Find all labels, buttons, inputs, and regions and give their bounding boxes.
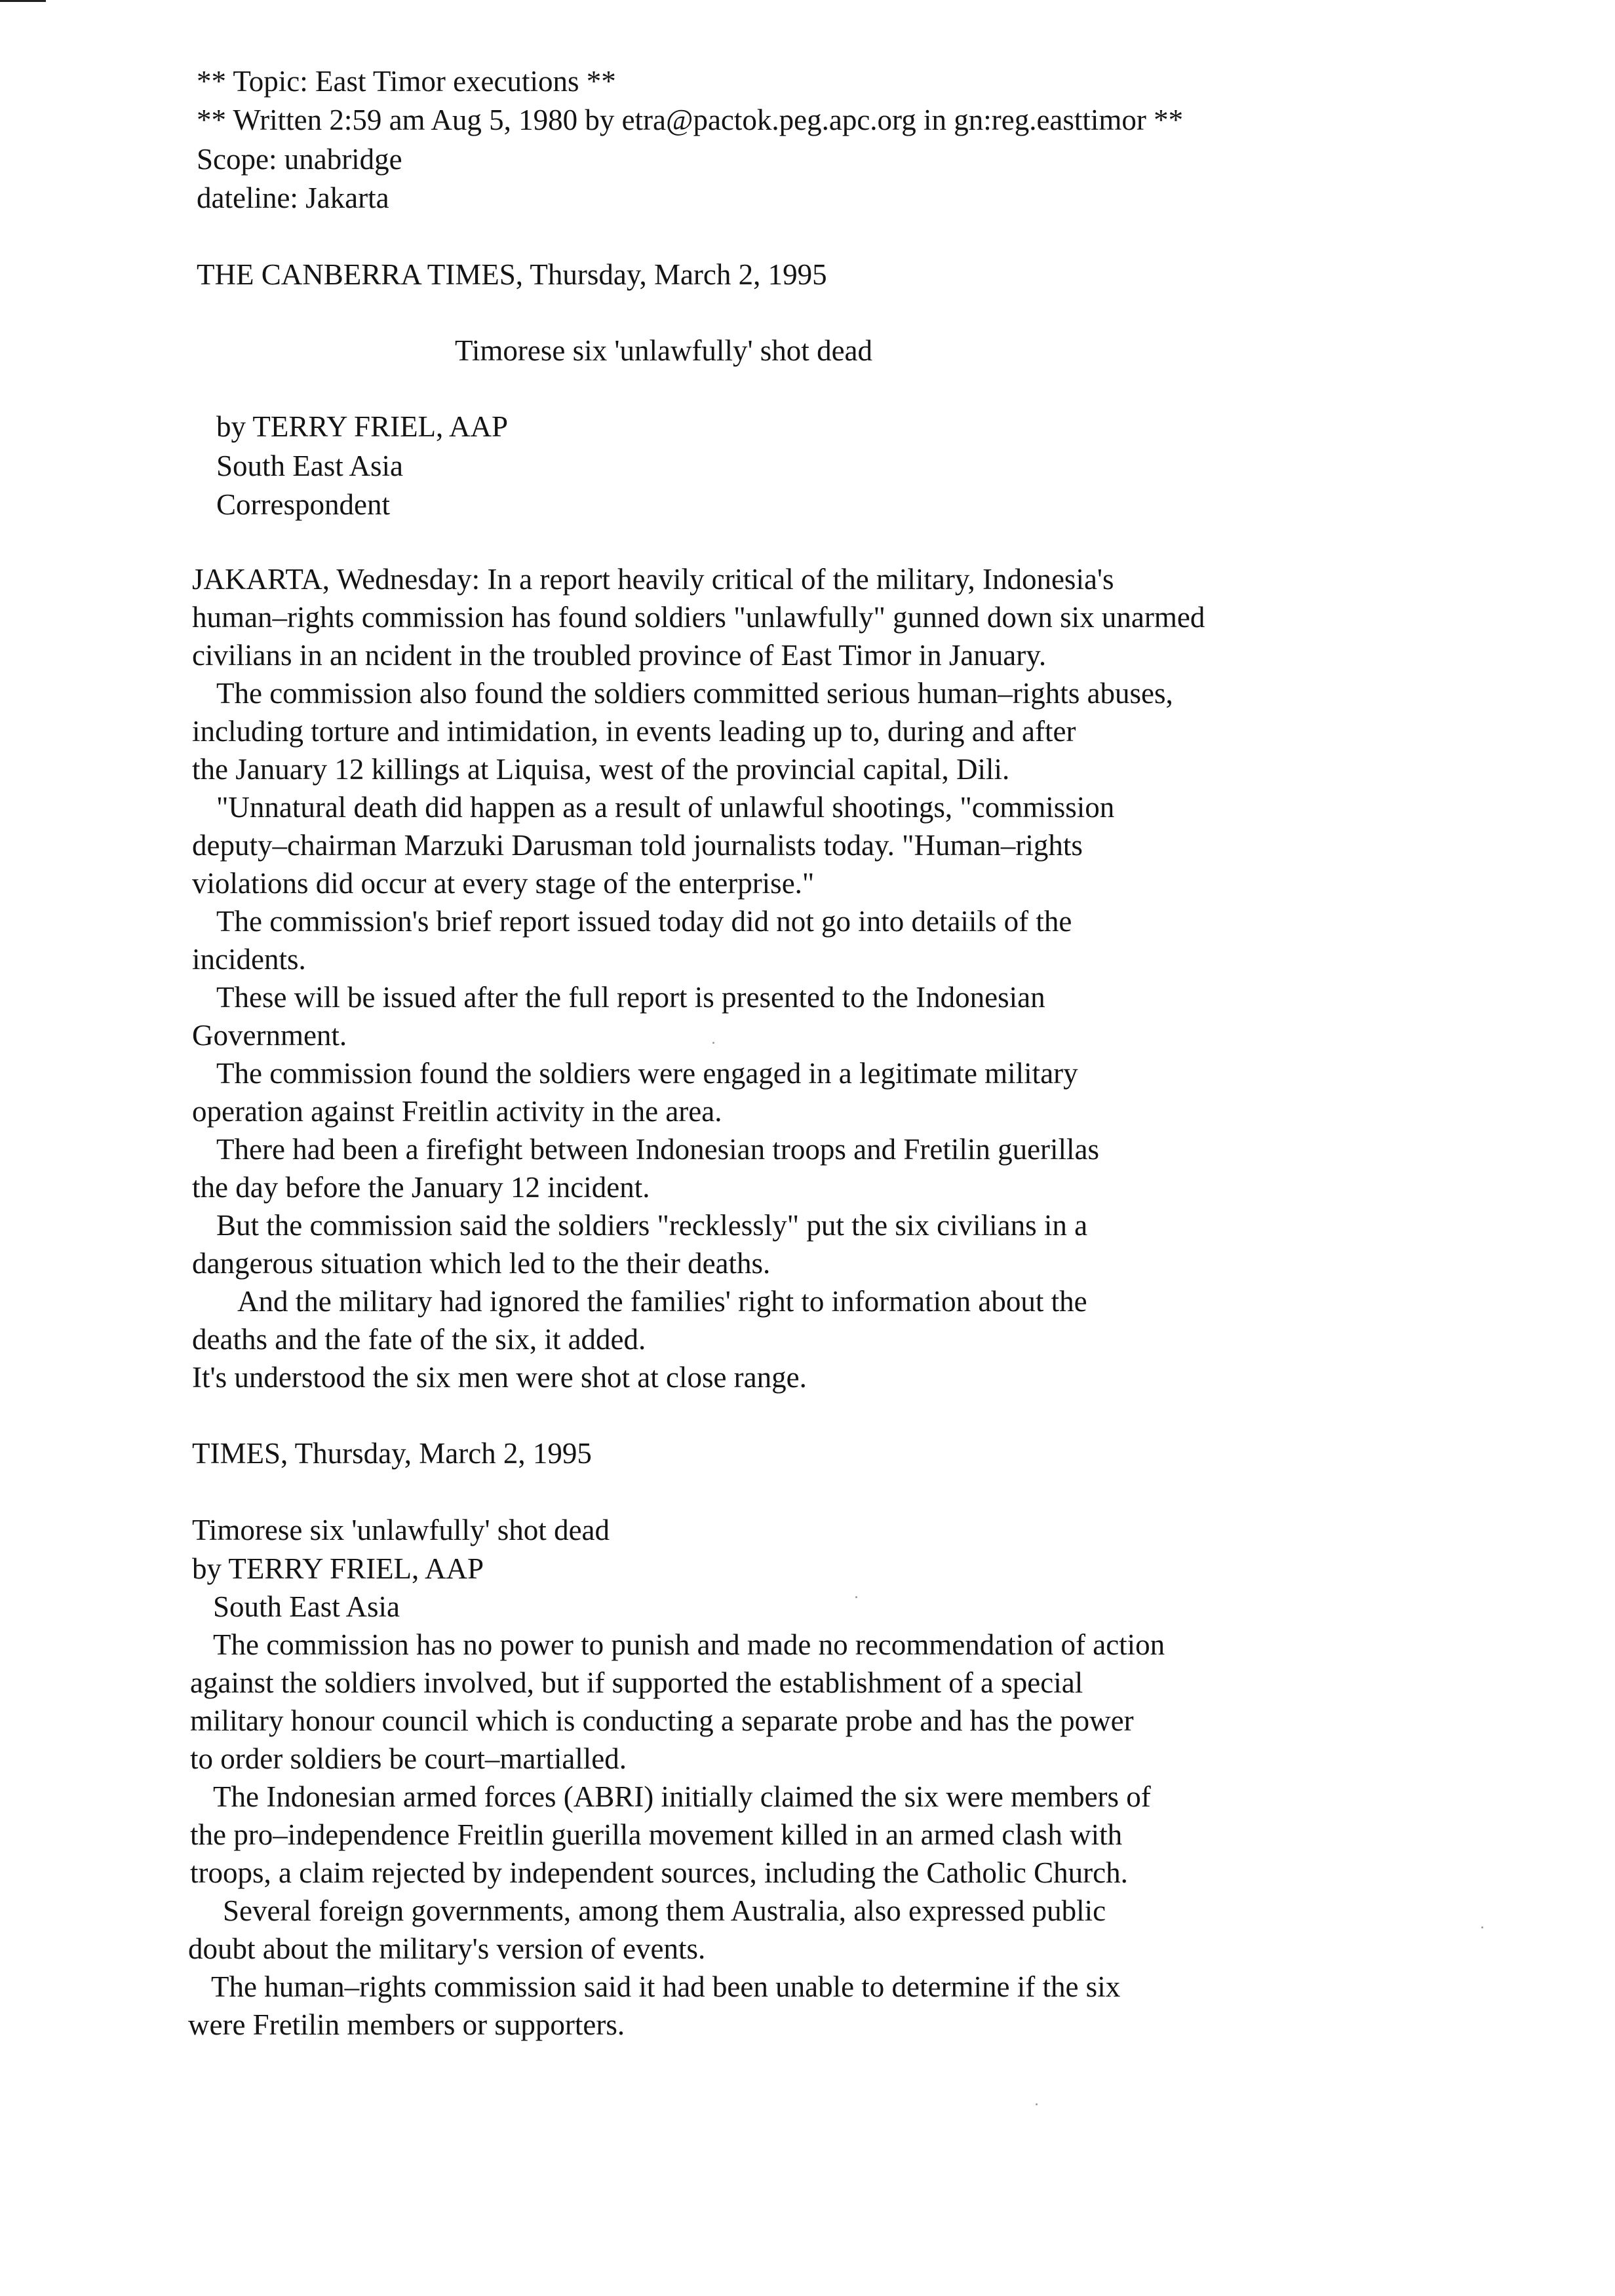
article1-body-line: including torture and intimidation, in events leading up to, during and after xyxy=(192,715,1076,748)
article2-body-line: against the soldiers involved, but if supported the establishment of a special xyxy=(190,1666,1083,1699)
written-line: ** Written 2:59 am Aug 5, 1980 by etra@pactok.peg.apc.org in gn:reg.easttimor ** xyxy=(197,104,1184,136)
article1-byline-role: Correspondent xyxy=(216,488,390,521)
article1-body-line: The commission also found the soldiers committed serious human–rights abuses, xyxy=(216,677,1173,710)
article1-body-line: dangerous situation which led to the their deaths. xyxy=(192,1247,771,1280)
article1-body-line: The commission's brief report issued today did not go into detaiils of the xyxy=(216,905,1072,938)
article2-body-line: The human–rights commission said it had been unable to determine if the six xyxy=(211,1970,1121,2003)
article1-body-line: JAKARTA, Wednesday: In a report heavily critical of the military, Indonesia's xyxy=(192,563,1114,596)
article1-body-line: And the military had ignored the families' right to information about the xyxy=(237,1285,1087,1318)
article1-body-line: deputy–chairman Marzuki Darusman told journalists today. "Human–rights xyxy=(192,829,1083,862)
article2-body-line: The Indonesian armed forces (ABRI) initially claimed the six were members of xyxy=(213,1780,1151,1813)
article2-source: TIMES, Thursday, March 2, 1995 xyxy=(192,1437,592,1470)
dateline: dateline: Jakarta xyxy=(197,182,389,214)
article2-byline-region: South East Asia xyxy=(213,1590,400,1623)
article1-body-line: the day before the January 12 incident. xyxy=(192,1171,650,1204)
article1-body-line: Government. xyxy=(192,1019,347,1052)
scan-edge-mark xyxy=(0,0,46,2)
scan-speck xyxy=(1481,1926,1483,1928)
article2-headline: Timorese six 'unlawfully' shot dead xyxy=(192,1514,610,1546)
article2-body-line: troops, a claim rejected by independent sources, including the Catholic Church. xyxy=(190,1856,1128,1889)
article2-body-line: The commission has no power to punish and made no recommendation of action xyxy=(213,1628,1165,1661)
article2-body-line: the pro–independence Freitlin guerilla movement killed in an armed clash with xyxy=(190,1818,1123,1851)
article1-body-line: It's understood the six men were shot at close range. xyxy=(192,1361,807,1394)
article2-body-line: to order soldiers be court–martialled. xyxy=(190,1742,627,1775)
article1-body-line: But the commission said the soldiers "recklessly" put the six civilians in a xyxy=(216,1209,1088,1242)
article1-body-line: the January 12 killings at Liquisa, west of the provincial capital, Dili. xyxy=(192,753,1010,786)
article2-body-line: military honour council which is conducting a separate probe and has the power xyxy=(190,1704,1134,1737)
scan-speck xyxy=(712,1042,714,1044)
article1-byline: by TERRY FRIEL, AAP xyxy=(216,410,509,443)
article2-body-line: doubt about the military's version of events. xyxy=(188,1932,706,1965)
scan-speck xyxy=(1036,2103,1038,2105)
article1-body-line: human–rights commission has found soldiers "unlawfully" gunned down six unarmed xyxy=(192,601,1205,634)
article1-body-line: There had been a firefight between Indonesian troops and Fretilin guerillas xyxy=(216,1133,1100,1166)
article1-body-line: deaths and the fate of the six, it added. xyxy=(192,1323,646,1356)
article1-body-line: These will be issued after the full report is presented to the Indonesian xyxy=(216,981,1045,1014)
article1-body-line: violations did occur at every stage of the enterprise." xyxy=(192,867,815,900)
topic-line: ** Topic: East Timor executions ** xyxy=(197,65,616,98)
scope-line: Scope: unabridge xyxy=(197,143,402,176)
scan-speck xyxy=(855,1596,857,1598)
article1-source: THE CANBERRA TIMES, Thursday, March 2, 1995 xyxy=(197,258,827,291)
article1-body-line: The commission found the soldiers were engaged in a legitimate military xyxy=(216,1057,1078,1090)
article2-byline: by TERRY FRIEL, AAP xyxy=(192,1552,484,1585)
article2-body-line: Several foreign governments, among them Australia, also expressed public xyxy=(223,1894,1106,1927)
article1-body-line: civilians in an ncident in the troubled province of East Timor in January. xyxy=(192,639,1047,672)
article1-body-line: operation against Freitlin activity in the area. xyxy=(192,1095,722,1128)
article1-body-line: incidents. xyxy=(192,943,306,976)
article1-body-line: "Unnatural death did happen as a result of unlawful shootings, "commission xyxy=(216,791,1115,824)
article1-byline-region: South East Asia xyxy=(216,450,404,482)
article2-body-line: were Fretilin members or supporters. xyxy=(188,2008,625,2041)
article1-headline: Timorese six 'unlawfully' shot dead xyxy=(455,334,873,367)
